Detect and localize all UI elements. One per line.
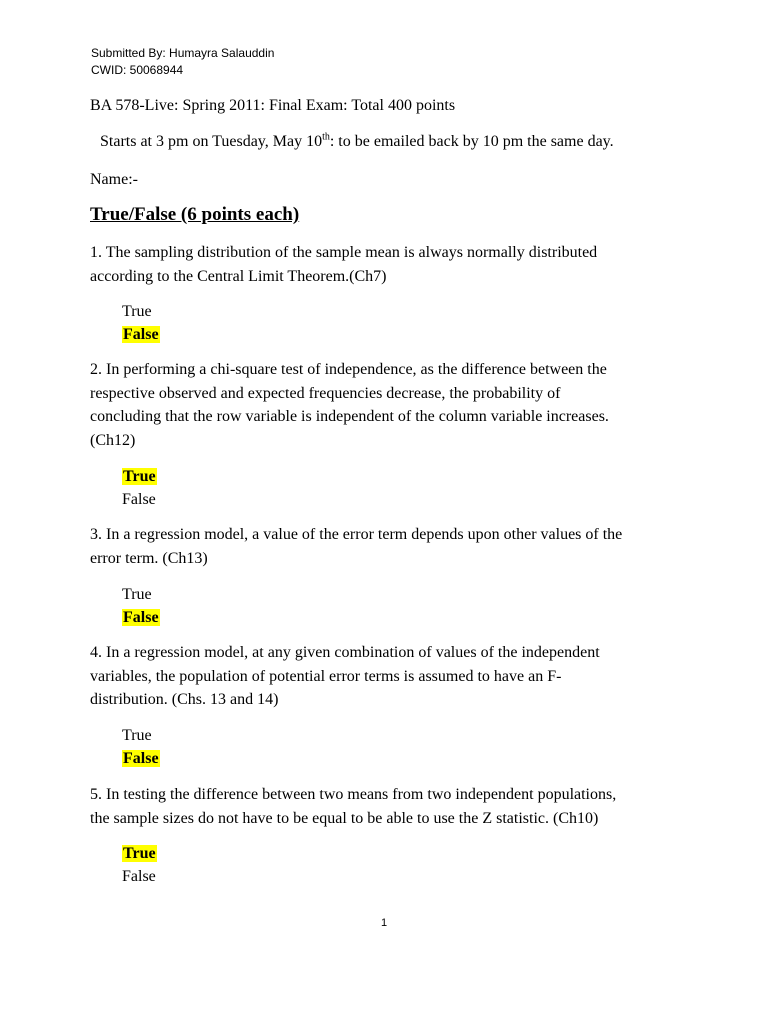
q2-option-false: False xyxy=(122,491,156,508)
q4-option-true: True xyxy=(122,727,152,744)
question-1 xyxy=(90,241,680,288)
question-line: concluding that the row variable is independent of the column variable increases. xyxy=(90,408,609,425)
q1-option-true: True xyxy=(122,303,152,320)
start-sup: th xyxy=(322,131,330,143)
question-line: 2. In performing a chi-square test of independence, as the difference between the xyxy=(90,361,607,378)
question-line: the sample sizes do not have to be equal to be able to use the Z statistic. (Ch10) xyxy=(90,809,599,827)
question-line: 3. In a regression model, a value of the error term depends upon other values of the xyxy=(90,526,623,543)
answer-highlight: True xyxy=(123,468,156,485)
question-line: 1. The sampling distribution of the sample mean is always normally distributed xyxy=(90,244,598,261)
start-prefix: Starts at 3 pm on Tuesday, May 10 xyxy=(100,133,323,150)
q1-option-false-selected xyxy=(122,323,160,346)
question-4 xyxy=(90,641,680,712)
question-line: (Ch12) xyxy=(90,431,136,449)
submitted-by: Submitted By: Humayra Salauddin xyxy=(91,46,275,60)
question-line: error term. (Ch13) xyxy=(90,549,208,567)
question-3 xyxy=(90,523,680,570)
answer-highlight: False xyxy=(123,750,159,767)
name-label: Name:- xyxy=(90,171,138,188)
question-line: 4. In a regression model, at any given combination of values of the independent xyxy=(90,644,600,661)
section-heading: True/False (6 points each) xyxy=(90,204,300,225)
question-5 xyxy=(90,783,680,830)
answer-highlight: True xyxy=(123,845,156,862)
exam-start-time xyxy=(100,132,614,152)
q3-option-true: True xyxy=(122,586,152,603)
page-number: 1 xyxy=(380,917,388,929)
question-line: 5. In testing the difference between two means from two independent populations, xyxy=(90,786,617,803)
q5-option-true-selected xyxy=(122,842,157,865)
exam-title: BA 578-Live: Spring 2011: Final Exam: Total 400 points xyxy=(90,97,456,114)
q5-option-false: False xyxy=(122,868,156,885)
q2-option-true-selected xyxy=(122,465,157,488)
answer-highlight: False xyxy=(123,326,159,343)
question-2 xyxy=(90,358,680,452)
question-line: variables, the population of potential error terms is assumed to have an F- xyxy=(90,667,562,685)
question-line: distribution. (Chs. 13 and 14) xyxy=(90,691,279,708)
answer-highlight: False xyxy=(123,609,159,626)
q4-option-false-selected xyxy=(122,747,160,770)
question-line: respective observed and expected frequencies decrease, the probability of xyxy=(90,384,561,402)
question-line: according to the Central Limit Theorem.(Ch7) xyxy=(90,267,387,285)
cwid: CWID: 50068944 xyxy=(91,63,184,77)
q3-option-false-selected xyxy=(122,606,160,629)
start-suffix: : to be emailed back by 10 pm the same day. xyxy=(329,133,614,150)
